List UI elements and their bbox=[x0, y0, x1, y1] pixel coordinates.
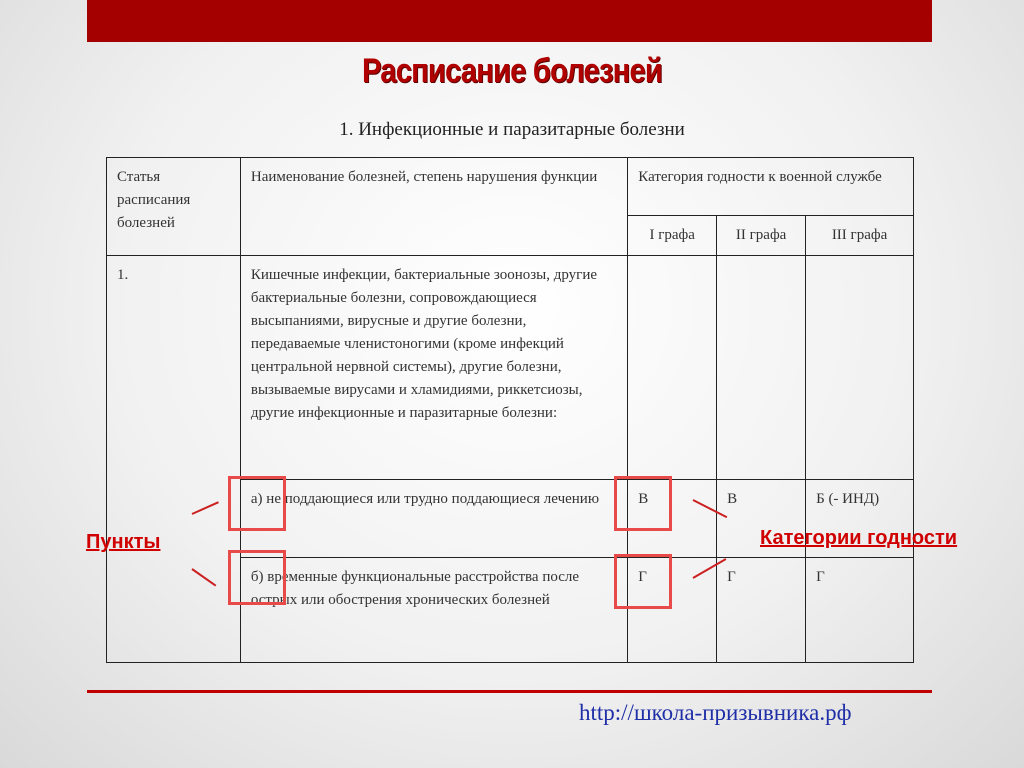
highlight-box-item-b bbox=[228, 550, 286, 605]
categories-label: Категории годности bbox=[760, 527, 958, 549]
header-col-2: II графа bbox=[717, 216, 806, 256]
item-b-col-2: Г bbox=[717, 558, 806, 663]
empty-cell bbox=[717, 256, 806, 480]
bottom-divider bbox=[87, 690, 932, 693]
table-header-row bbox=[107, 158, 914, 216]
empty-cell bbox=[628, 256, 717, 480]
row-article: 1. bbox=[107, 256, 241, 663]
highlight-box-item-a bbox=[228, 476, 286, 531]
points-label: Пункты bbox=[86, 531, 161, 553]
item-a-col-2: В bbox=[717, 480, 806, 558]
item-b-text: б) временные функциональные расстройства после острых или обострения хронических болезней bbox=[240, 558, 627, 663]
highlight-box-category-b bbox=[614, 554, 672, 609]
slide-title: Расписание болезней bbox=[362, 52, 662, 90]
header-col-1: I графа bbox=[628, 216, 717, 256]
table-row bbox=[107, 256, 914, 480]
highlight-box-category-a bbox=[614, 476, 672, 531]
row-description: Кишечные инфекции, бактериальные зоонозы, другие бактериальные болезни, сопровождающиеся высыпаниями, вирусные и другие болезни, передаваемые членистоногими (кроме инфекций центральной нервной системы), другие болезни, вызываемые вирусами и хламидиями, риккетсиозы, другие инфекционные и паразитарные болезни: bbox=[240, 256, 627, 480]
item-b-col-1: Г bbox=[628, 558, 717, 663]
site-url: http://школа-призывника.рф bbox=[579, 700, 852, 725]
empty-cell bbox=[806, 256, 914, 480]
slide-subtitle: 1. Инфекционные и паразитарные болезни bbox=[339, 119, 685, 140]
top-bar bbox=[87, 0, 932, 42]
header-col-3: III графа bbox=[806, 216, 914, 256]
item-a-text: а) не поддающиеся или трудно поддающиеся лечению bbox=[240, 480, 627, 558]
item-a-col-3: Б (- ИНД) bbox=[806, 480, 914, 558]
header-name: Наименование болезней, степень нарушения функции bbox=[240, 158, 627, 256]
header-article: Статья расписания болезней bbox=[107, 158, 241, 256]
item-b-col-3: Г bbox=[806, 558, 914, 663]
item-a-col-1: В bbox=[628, 480, 717, 558]
header-category: Категория годности к военной службе bbox=[628, 158, 914, 216]
